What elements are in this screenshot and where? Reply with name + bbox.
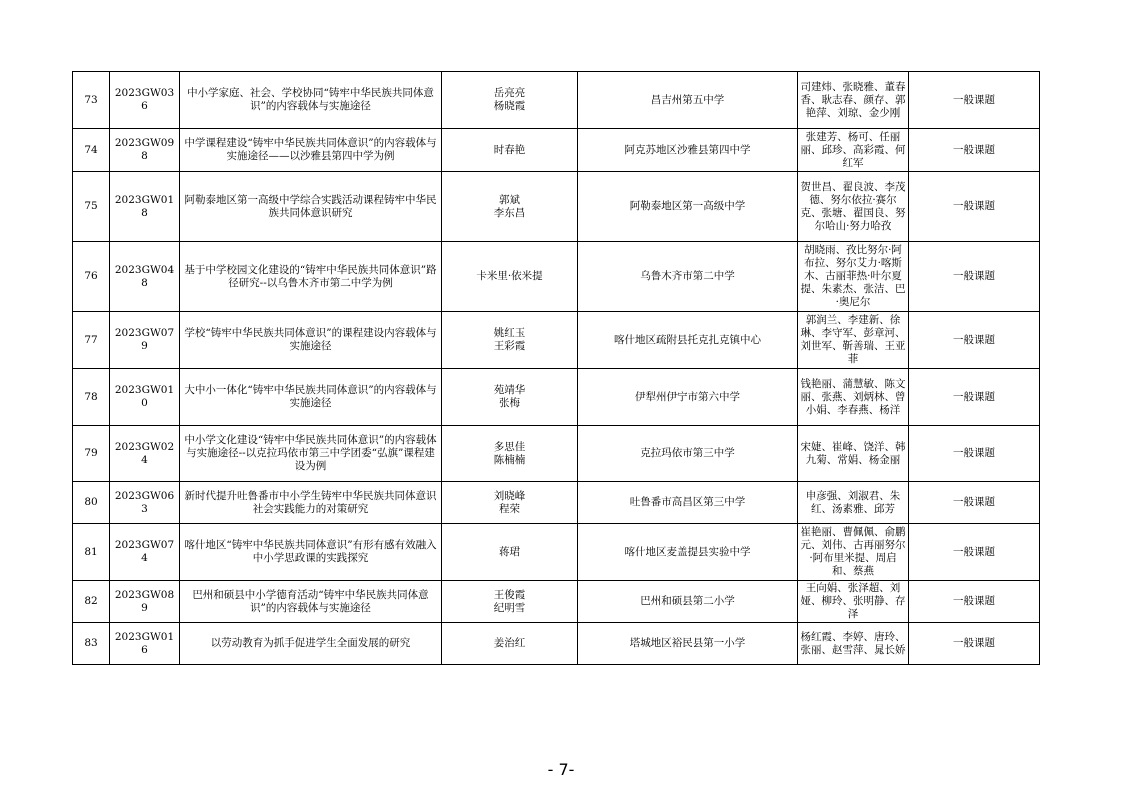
project-leaders — [442, 369, 578, 426]
project-list-table — [72, 71, 1040, 665]
project-code: 2023GW036 — [110, 72, 180, 129]
table-row — [73, 426, 1040, 482]
leader-name: 刘晓峰 — [493, 489, 526, 502]
project-type: 一般课题 — [909, 242, 1040, 312]
project-members: 崔艳丽、曹佩佩、俞鹏元、刘伟、古再丽努尔·阿布里米提、周启和、蔡燕 — [798, 524, 909, 581]
project-title: 巴州和硕县中小学德育活动“铸牢中华民族共同体意识”的内容载体与实施途径 — [180, 581, 442, 623]
project-code: 2023GW018 — [110, 172, 180, 242]
project-unit: 乌鲁木齐市第二中学 — [578, 242, 798, 312]
project-members: 申彦强、刘淑君、朱红、汤素雅、邱芳 — [798, 482, 909, 524]
project-leaders — [442, 312, 578, 369]
leader-name: 蒋珺 — [499, 545, 520, 558]
project-type: 一般课题 — [909, 369, 1040, 426]
project-leaders — [442, 242, 578, 312]
project-title: 中学课程建设“铸牢中华民族共同体意识”的内容载体与实施途径——以沙雅县第四中学为例 — [180, 129, 442, 172]
leader-name: 张梅 — [499, 397, 520, 409]
project-members: 郭润兰、李建新、徐琳、李守军、彭章河、刘世军、靳善瑞、王亚菲 — [798, 312, 909, 369]
table-row — [73, 581, 1040, 623]
table-row — [73, 72, 1040, 129]
project-leaders — [442, 524, 578, 581]
project-unit: 吐鲁番市高昌区第三中学 — [578, 482, 798, 524]
leader-name: 多思佳 — [493, 440, 526, 453]
project-code: 2023GW074 — [110, 524, 180, 581]
leader-name: 李东昌 — [493, 206, 526, 219]
leader-name: 时春艳 — [493, 143, 526, 156]
row-number: 80 — [73, 482, 110, 524]
project-unit: 阿克苏地区沙雅县第四中学 — [578, 129, 798, 172]
row-number: 78 — [73, 369, 110, 426]
leader-name: 卡米里·依米提 — [476, 270, 543, 282]
project-code: 2023GW048 — [110, 242, 180, 312]
project-title: 基于中学校园文化建设的“铸牢中华民族共同体意识”路径研究--以乌鲁木齐市第二中学为例 — [180, 242, 442, 312]
row-number: 79 — [73, 426, 110, 482]
project-members: 钱艳丽、蒲慧敏、陈文丽、张燕、刘炳林、曾小娟、李春燕、杨洋 — [798, 369, 909, 426]
project-unit: 伊犁州伊宁市第六中学 — [578, 369, 798, 426]
project-members: 杨红霞、李婷、唐玲、张丽、赵雪萍、晁长娇 — [798, 623, 909, 665]
project-leaders — [442, 129, 578, 172]
project-members: 王向娟、张泽超、刘娅、柳玲、张明静、存泽 — [798, 581, 909, 623]
project-unit: 塔城地区裕民县第一小学 — [578, 623, 798, 665]
project-title: 学校“铸牢中华民族共同体意识”的课程建设内容载体与实施途径 — [180, 312, 442, 369]
project-unit: 巴州和硕县第二小学 — [578, 581, 798, 623]
project-members: 宋婕、崔峰、饶洋、韩九菊、常娟、杨金丽 — [798, 426, 909, 482]
project-title: 阿勒泰地区第一高级中学综合实践活动课程铸牢中华民族共同体意识研究 — [180, 172, 442, 242]
project-code: 2023GW010 — [110, 369, 180, 426]
row-number: 76 — [73, 242, 110, 312]
table-row — [73, 129, 1040, 172]
leader-name: 王俊霞 — [493, 588, 526, 601]
project-members: 贺世昌、翟良波、李茂德、努尔依拉·赛尔克、张塘、翟国良、努尔哈山·努力哈孜 — [798, 172, 909, 242]
leader-name: 程荣 — [499, 502, 520, 515]
leader-name: 岳亮亮 — [493, 87, 526, 99]
row-number: 75 — [73, 172, 110, 242]
project-members: 张建芳、杨可、任丽丽、邱珍、高彩霞、何红军 — [798, 129, 909, 172]
row-number: 81 — [73, 524, 110, 581]
project-unit: 昌吉州第五中学 — [578, 72, 798, 129]
project-type: 一般课题 — [909, 623, 1040, 665]
project-code: 2023GW016 — [110, 623, 180, 665]
table-row — [73, 482, 1040, 524]
project-type: 一般课题 — [909, 581, 1040, 623]
leader-name: 纪明雪 — [493, 601, 526, 614]
project-code: 2023GW089 — [110, 581, 180, 623]
project-type: 一般课题 — [909, 312, 1040, 369]
project-code: 2023GW063 — [110, 482, 180, 524]
project-title: 以劳动教育为抓手促进学生全面发展的研究 — [180, 623, 442, 665]
table-body — [73, 72, 1040, 665]
project-code: 2023GW098 — [110, 129, 180, 172]
row-number: 83 — [73, 623, 110, 665]
table-row — [73, 242, 1040, 312]
project-title: 中小学文化建设“铸牢中华民族共同体意识”的内容载体与实施途径--以克拉玛依市第三中学团委“弘旗”课程建设为例 — [180, 426, 442, 482]
project-type: 一般课题 — [909, 524, 1040, 581]
page-number: - 7- — [547, 760, 575, 779]
project-leaders — [442, 623, 578, 665]
project-leaders — [442, 72, 578, 129]
row-number: 77 — [73, 312, 110, 369]
project-type: 一般课题 — [909, 172, 1040, 242]
leader-name: 陈楠楠 — [493, 453, 526, 466]
project-type: 一般课题 — [909, 482, 1040, 524]
project-members: 司建炜、张晓雅、董春香、耿志春、颜存、郭艳萍、刘琼、金少刚 — [798, 72, 909, 129]
project-type: 一般课题 — [909, 72, 1040, 129]
table-row — [73, 312, 1040, 369]
project-unit: 喀什地区麦盖提县实验中学 — [578, 524, 798, 581]
project-type: 一般课题 — [909, 426, 1040, 482]
project-leaders — [442, 581, 578, 623]
project-unit: 喀什地区疏附县托克扎克镇中心 — [578, 312, 798, 369]
project-leaders — [442, 172, 578, 242]
project-unit: 克拉玛依市第三中学 — [578, 426, 798, 482]
project-title: 新时代提升吐鲁番市中小学生铸牢中华民族共同体意识社会实践能力的对策研究 — [180, 482, 442, 524]
table-row — [73, 623, 1040, 665]
row-number: 82 — [73, 581, 110, 623]
project-title: 中小学家庭、社会、学校协同“铸牢中华民族共同体意识”的内容载体与实施途径 — [180, 72, 442, 129]
row-number: 74 — [73, 129, 110, 172]
table-row — [73, 524, 1040, 581]
leader-name: 姜治红 — [493, 637, 526, 649]
leader-name: 姚红玉 — [493, 327, 526, 339]
project-type: 一般课题 — [909, 129, 1040, 172]
leader-name: 郭斌 — [499, 193, 520, 206]
project-code: 2023GW024 — [110, 426, 180, 482]
table-row — [73, 369, 1040, 426]
leader-name: 王彩霞 — [493, 340, 526, 352]
project-unit: 阿勒泰地区第一高级中学 — [578, 172, 798, 242]
project-leaders — [442, 482, 578, 524]
project-members: 胡晓雨、孜比努尔·阿布拉、努尔艾力·喀斯木、古丽菲热·叶尔夏提、朱素杰、张洁、巴·奥尼尔 — [798, 242, 909, 312]
table-row — [73, 172, 1040, 242]
project-title: 喀什地区“铸牢中华民族共同体意识”有形有感有效融入中小学思政课的实践探究 — [180, 524, 442, 581]
leader-name: 杨晓霞 — [493, 100, 526, 112]
row-number: 73 — [73, 72, 110, 129]
project-title: 大中小一体化“铸牢中华民族共同体意识”的内容载体与实施途径 — [180, 369, 442, 426]
project-code: 2023GW079 — [110, 312, 180, 369]
project-leaders — [442, 426, 578, 482]
leader-name: 苑靖华 — [493, 384, 526, 396]
